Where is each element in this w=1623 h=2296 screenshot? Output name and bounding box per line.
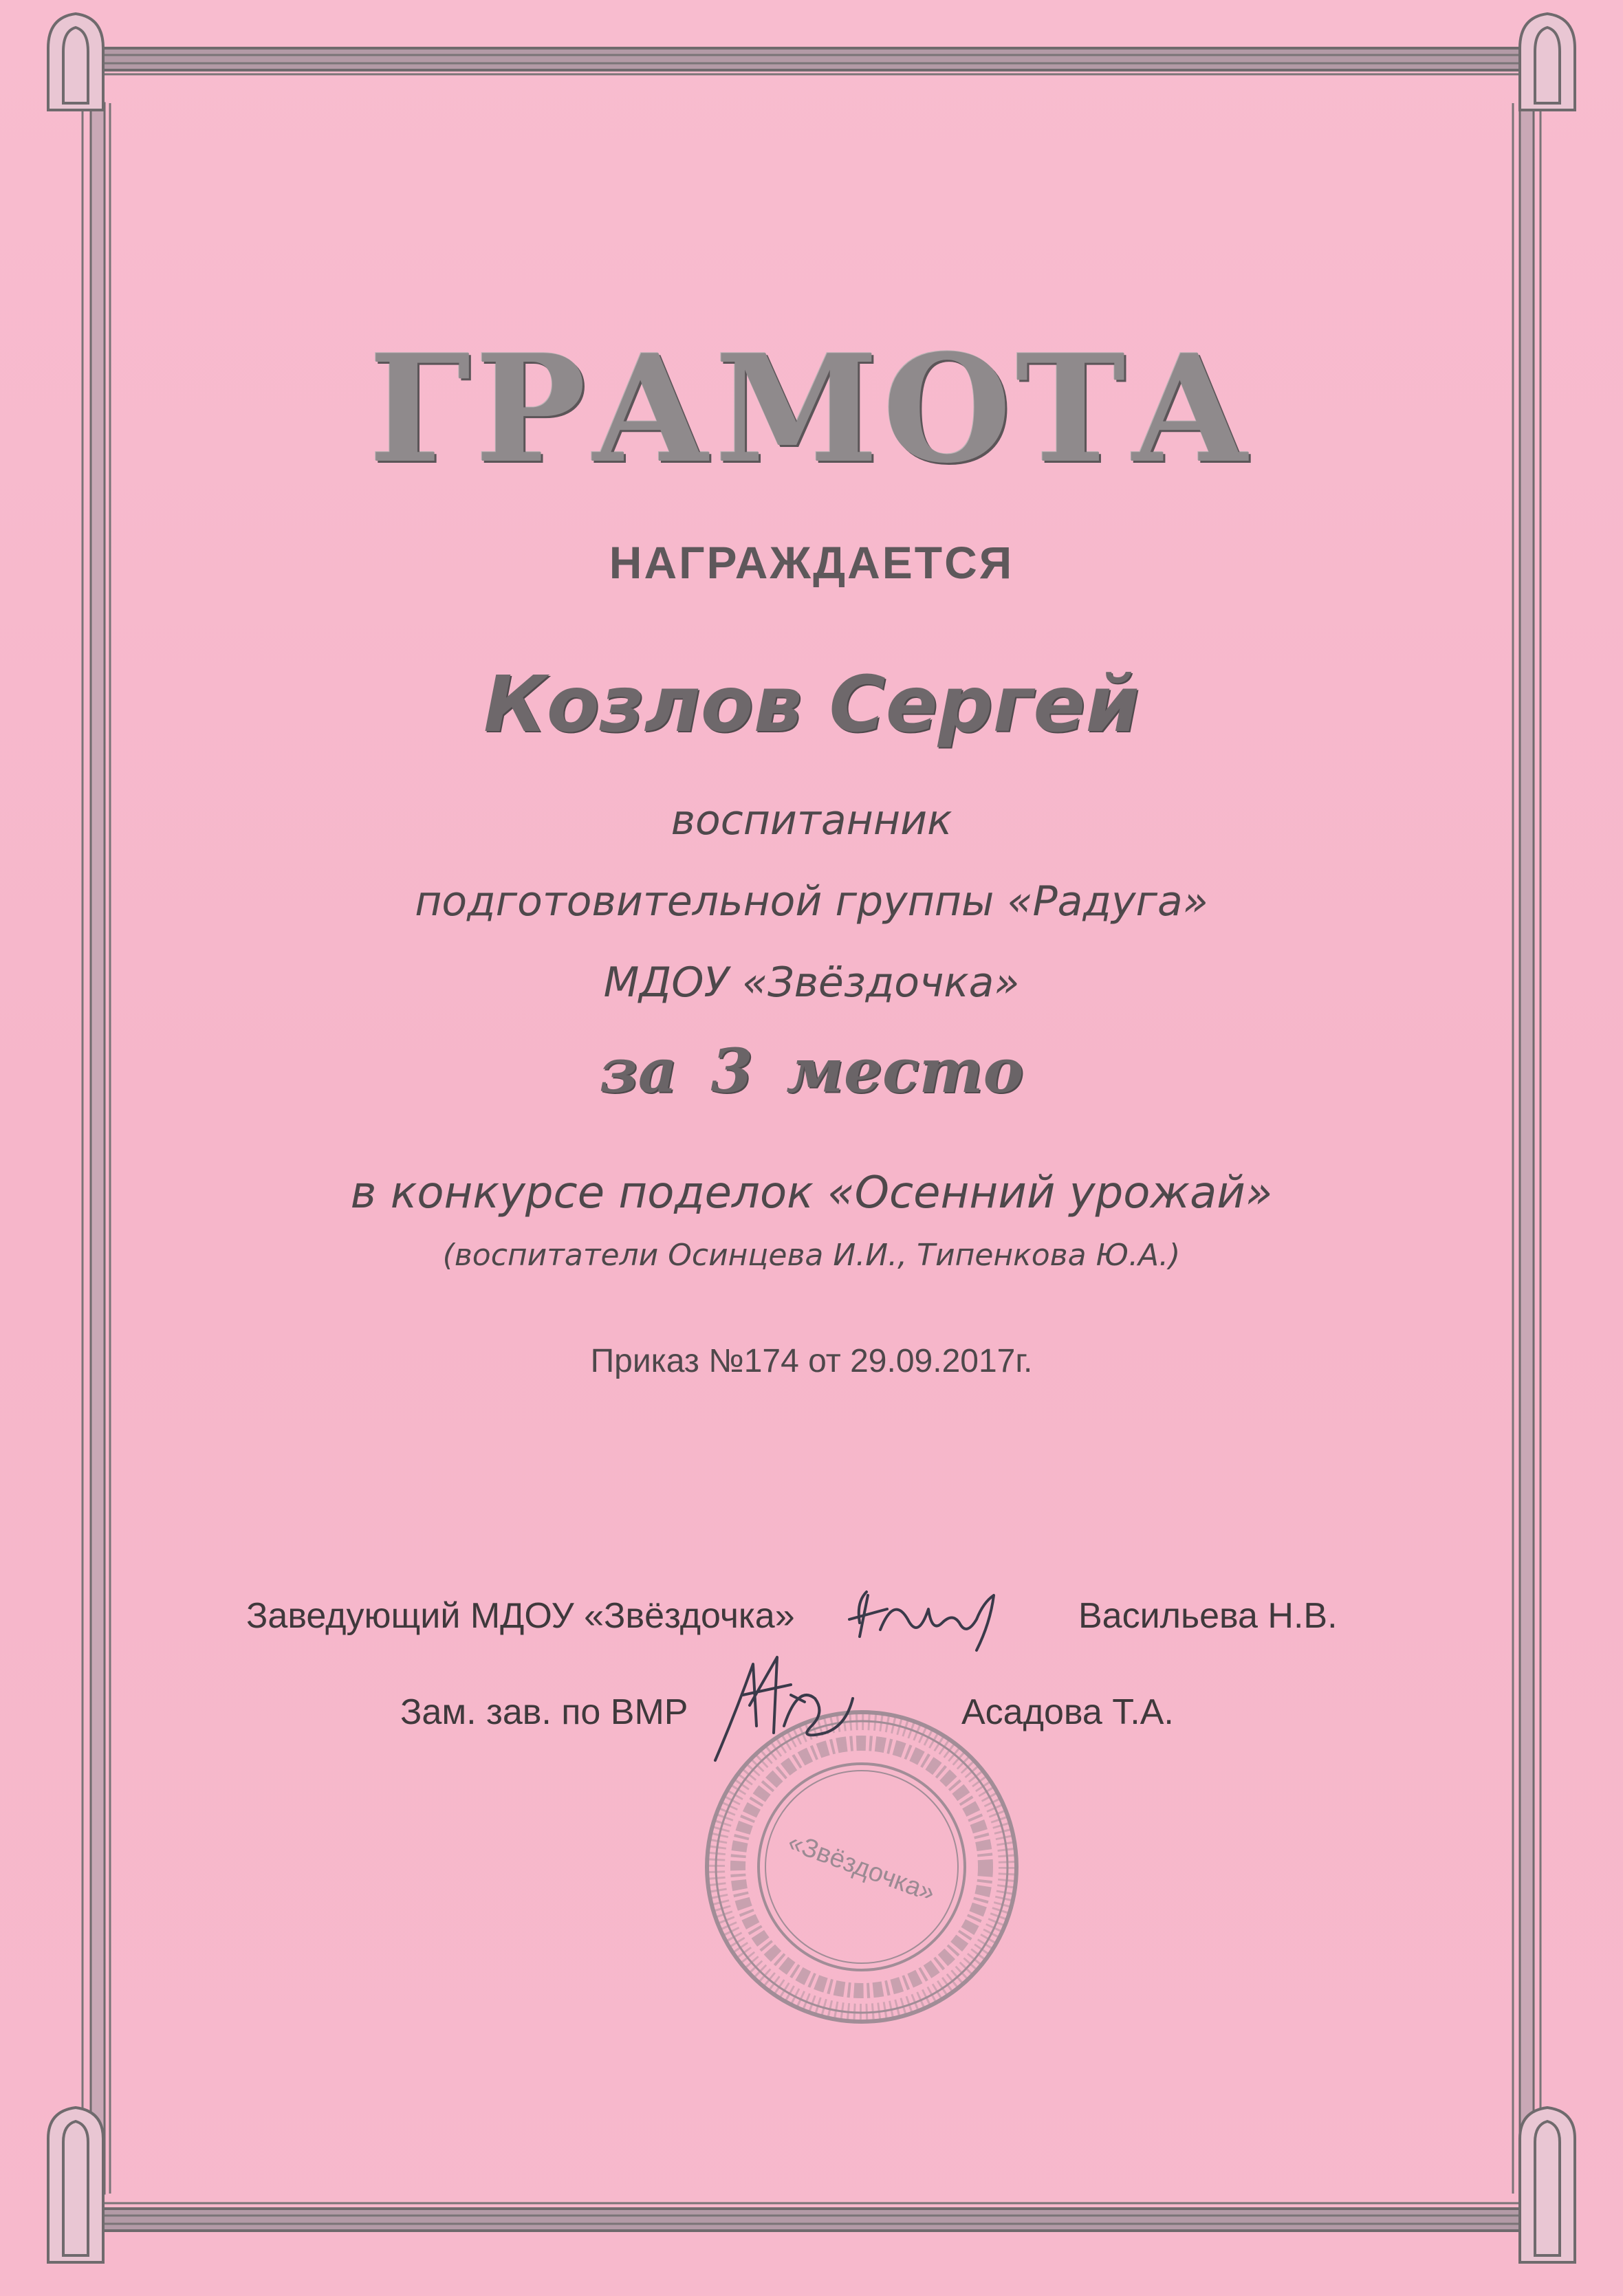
certificate-title: ГРАМОТА [369, 322, 1254, 496]
frame-top-band [103, 48, 1520, 74]
deputy-signatory-role: Зам. зав. по ВМР [400, 1692, 688, 1732]
corner-ornament-bottom-left [48, 2108, 103, 2262]
contest-description: в конкурсе поделок «Осенний урожай» [350, 1168, 1273, 1218]
corner-ornament-top-right [1520, 14, 1575, 110]
recipient-group: подготовительной группы «Радуга» [415, 877, 1208, 926]
deputy-signature-mark [715, 1657, 853, 1760]
recipient-role: воспитанник [671, 796, 952, 844]
teachers-note: (воспитатели Осинцева И.И., Типенкова Ю.А.) [442, 1238, 1181, 1273]
stamp-center-text: «Звёздочка» [784, 1827, 939, 1907]
recipient-school: МДОУ «Звёздочка» [603, 959, 1020, 1007]
head-signatory-role: Заведующий МДОУ «Звёздочка» [246, 1596, 795, 1636]
frame-bottom-band [103, 2203, 1520, 2231]
deputy-signatory-name: Асадова Т.А. [961, 1692, 1174, 1732]
order-reference: Приказ №174 от 29.09.2017г. [590, 1343, 1033, 1379]
head-signature-mark [849, 1592, 994, 1650]
award-place: за 3 место [599, 1035, 1024, 1106]
head-signatory-name: Васильева Н.В. [1078, 1596, 1338, 1636]
handwritten-signatures [688, 1554, 1100, 1815]
corner-ornament-top-left [48, 14, 103, 110]
recipient-name: Козлов Сергей [483, 660, 1140, 750]
corner-ornament-bottom-right [1520, 2108, 1575, 2262]
awarded-heading: НАГРАЖДАЕТСЯ [609, 537, 1014, 588]
